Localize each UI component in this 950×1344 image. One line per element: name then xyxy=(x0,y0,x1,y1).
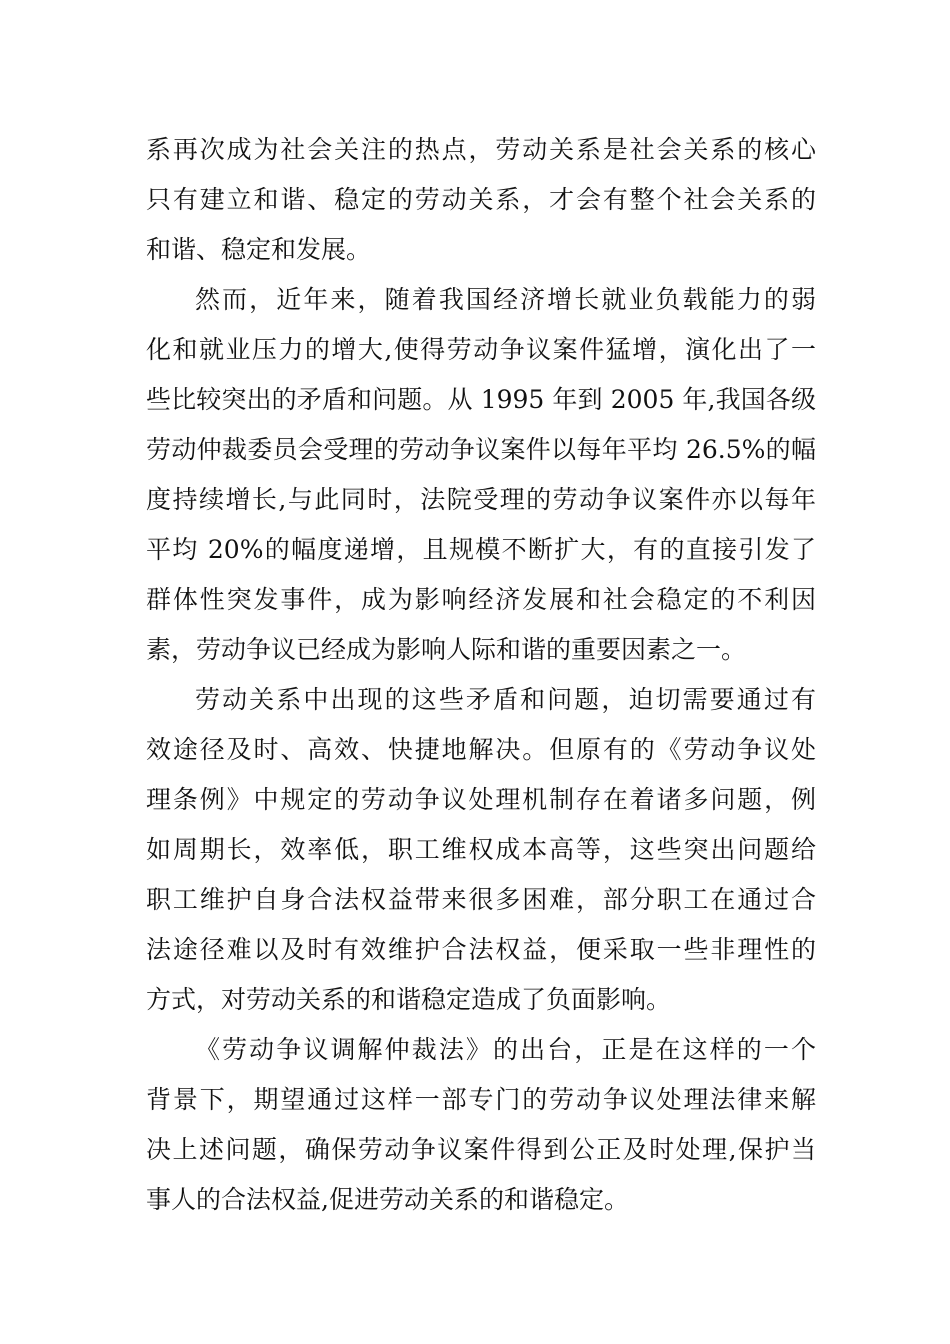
paragraph-4-line-2: 背景下，期望通过这样一部专门的劳动争议处理法律来解 xyxy=(146,1085,816,1114)
paragraph-3-line-1: 劳动关系中出现的这些矛盾和问题，迫切需要通过有 xyxy=(195,685,816,714)
paragraph-2-line-2: 化和就业压力的增大,使得劳动争议案件猛增，演化出了一 xyxy=(146,335,816,364)
paragraph-3-line-3: 理条例》中规定的劳动争议处理机制存在着诸多问题，例 xyxy=(146,785,816,814)
paragraph-3-line-4: 如周期长，效率低，职工维权成本高等，这些突出问题给 xyxy=(146,835,816,864)
paragraph-3-line-5: 职工维护自身合法权益带来很多困难，部分职工在通过合 xyxy=(146,885,816,914)
paragraph-2-line-3: 些比较突出的矛盾和问题。从 1995 年到 2005 年,我国各级 xyxy=(146,385,816,414)
paragraph-1-line-1: 系再次成为社会关注的热点，劳动关系是社会关系的核心 xyxy=(146,135,816,164)
paragraph-4-line-3: 决上述问题，确保劳动争议案件得到公正及时处理,保护当 xyxy=(146,1135,816,1164)
paragraph-3-line-7: 方式，对劳动关系的和谐稳定造成了负面影响。 xyxy=(146,985,672,1014)
paragraph-2-line-7: 群体性突发事件，成为影响经济发展和社会稳定的不利因 xyxy=(146,585,816,614)
paragraph-2-line-4: 劳动仲裁委员会受理的劳动争议案件以每年平均 26.5%的幅 xyxy=(146,435,816,464)
paragraph-3-line-6: 法途径难以及时有效维护合法权益，便采取一些非理性的 xyxy=(146,935,816,964)
paragraph-4-line-4: 事人的合法权益,促进劳动关系的和谐稳定。 xyxy=(146,1185,629,1214)
paragraph-2-line-8: 素，劳动争议已经成为影响人际和谐的重要因素之一。 xyxy=(146,635,747,664)
paragraph-4-line-1: 《劳动争议调解仲裁法》的出台，正是在这样的一个 xyxy=(195,1035,816,1064)
paragraph-3-line-2: 效途径及时、高效、快捷地解决。但原有的《劳动争议处 xyxy=(146,735,816,764)
paragraph-1-line-3: 和谐、稳定和发展。 xyxy=(146,235,372,264)
paragraph-2-line-5: 度持续增长,与此同时，法院受理的劳动争议案件亦以每年 xyxy=(146,485,816,514)
paragraph-2-line-1: 然而，近年来，随着我国经济增长就业负载能力的弱 xyxy=(195,285,816,314)
paragraph-1-line-2: 只有建立和谐、稳定的劳动关系，才会有整个社会关系的 xyxy=(146,185,816,214)
paragraph-2-line-6: 平均 20%的幅度递增，且规模不断扩大，有的直接引发了 xyxy=(146,535,816,564)
